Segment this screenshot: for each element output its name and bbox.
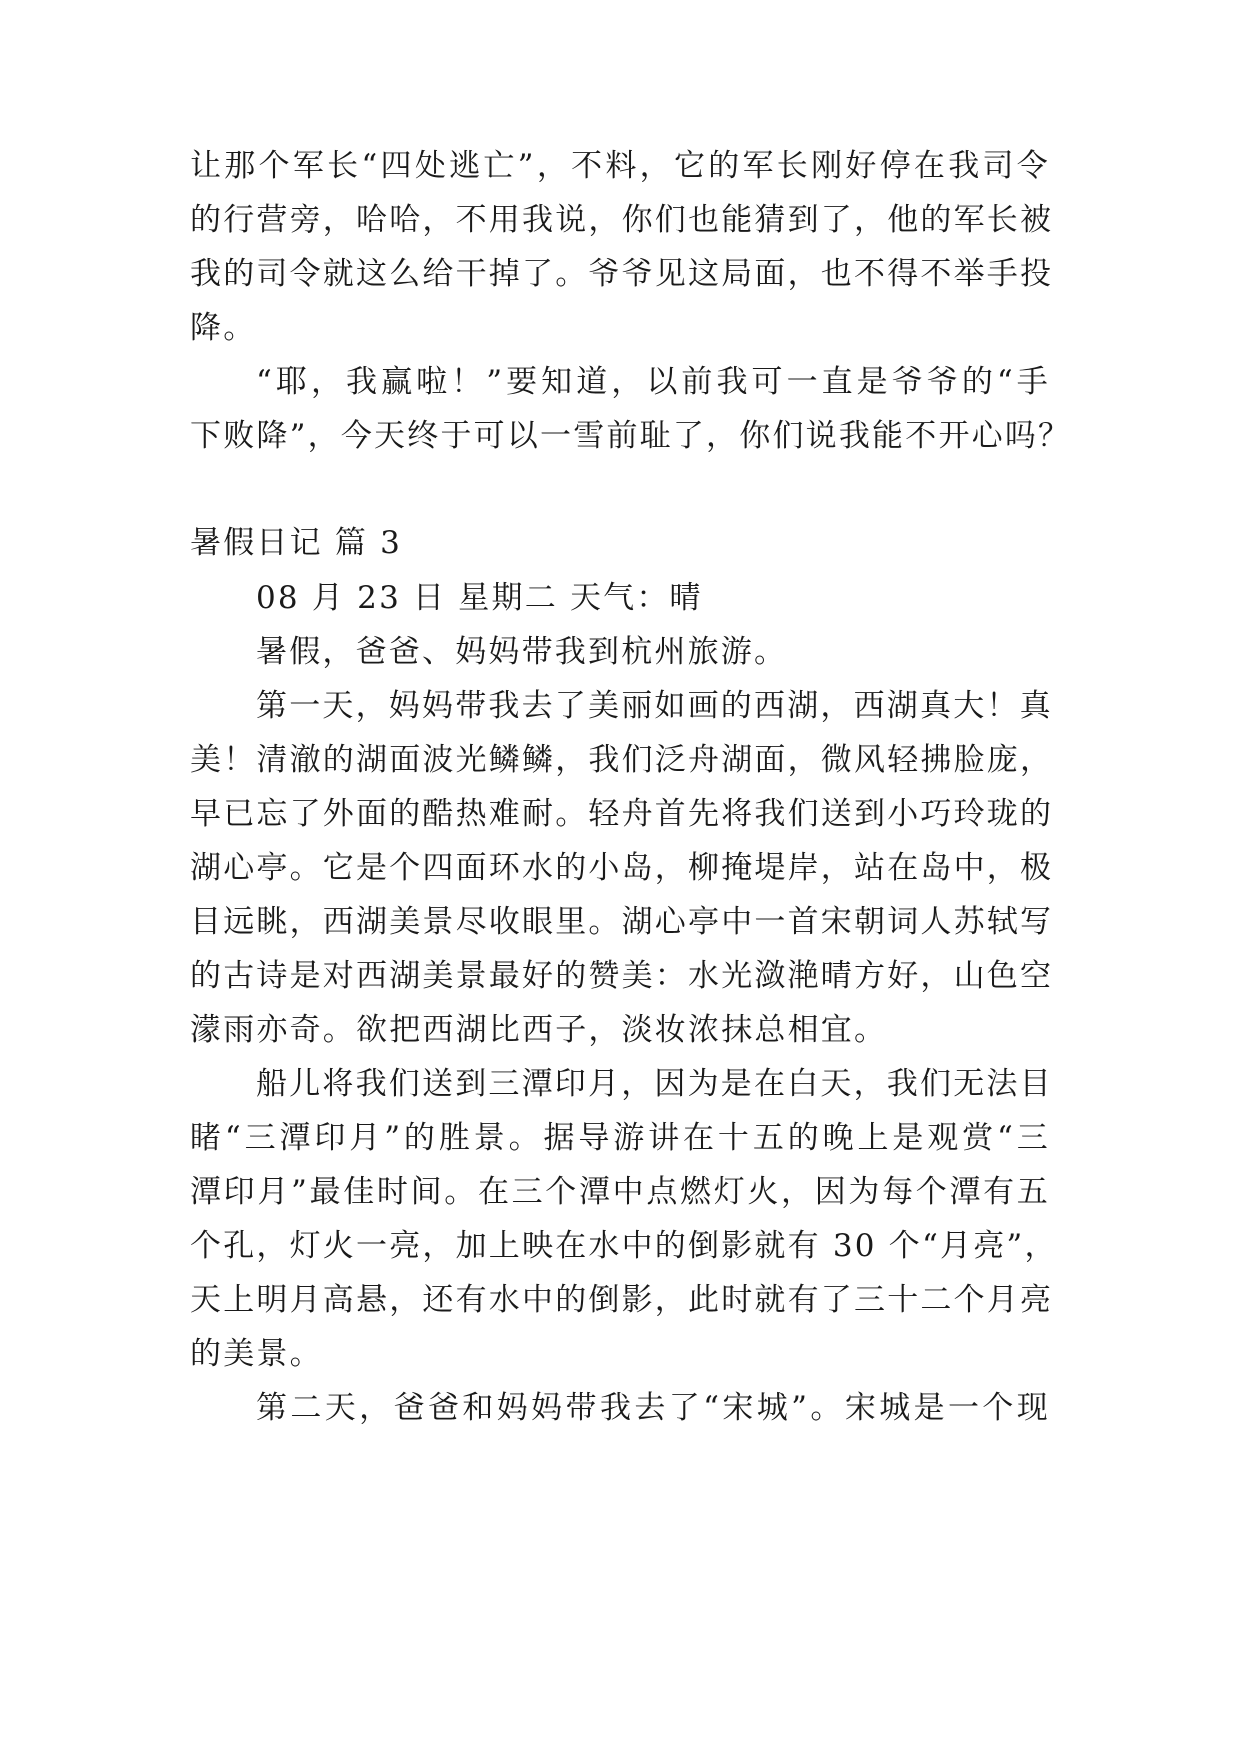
text-line: 的古诗是对西湖美景最好的赞美：水光潋滟晴方好，山色空 [190,958,1054,994]
diary-date-line: 08 月 23 日 星期二 天气：晴 [256,580,703,616]
text-line: 下败降”，今天终于可以一雪前耻了，你们说我能不开心吗？ [190,418,1072,454]
text-line: 我的司令就这么给干掉了。爷爷见这局面，也不得不举手投 [190,256,1054,292]
paragraph-first-line: 第一天，妈妈带我去了美丽如画的西湖，西湖真大！真 [256,688,1053,724]
text-line: 濛雨亦奇。欲把西湖比西子，淡妆浓抹总相宜。 [190,1012,888,1048]
text-line: 睹“三潭印月”的胜景。据导游讲在十五的晚上是观赏“三 [190,1120,1050,1156]
text-line: 早已忘了外面的酷热难耐。轻舟首先将我们送到小巧玲珑的 [190,796,1054,832]
paragraph-first-line: 第二天，爸爸和妈妈带我去了“宋城”。宋城是一个现 [256,1390,1050,1426]
text-line: 潭印月”最佳时间。在三个潭中点燃灯火，因为每个潭有五 [190,1174,1050,1210]
text-line: 的行营旁，哈哈，不用我说，你们也能猜到了，他的军长被 [190,202,1054,238]
text-line: 美！清澈的湖面波光鳞鳞，我们泛舟湖面，微风轻拂脸庞， [190,742,1054,778]
paragraph-first-line: 暑假，爸爸、妈妈带我到杭州旅游。 [256,634,788,670]
paragraph-first-line: “耶，我赢啦！”要知道，以前我可一直是爷爷的“手 [256,364,1050,400]
text-line: 个孔，灯火一亮，加上映在水中的倒影就有 30 个“月亮”， [190,1228,1058,1264]
text-line: 目远眺，西湖美景尽收眼里。湖心亭中一首宋朝词人苏轼写 [190,904,1054,940]
text-line: 降。 [190,310,257,346]
text-line: 让那个军长“四处逃亡”，不料，它的军长刚好停在我司令 [190,148,1050,184]
text-line: 天上明月高悬，还有水中的倒影，此时就有了三十二个月亮 [190,1282,1054,1318]
text-line: 的美景。 [190,1336,323,1372]
paragraph-first-line: 船儿将我们送到三潭印月，因为是在白天，我们无法目 [256,1066,1053,1102]
section-heading: 暑假日记 篇 3 [190,525,403,561]
text-line: 湖心亭。它是个四面环水的小岛，柳掩堤岸，站在岛中，极 [190,850,1054,886]
